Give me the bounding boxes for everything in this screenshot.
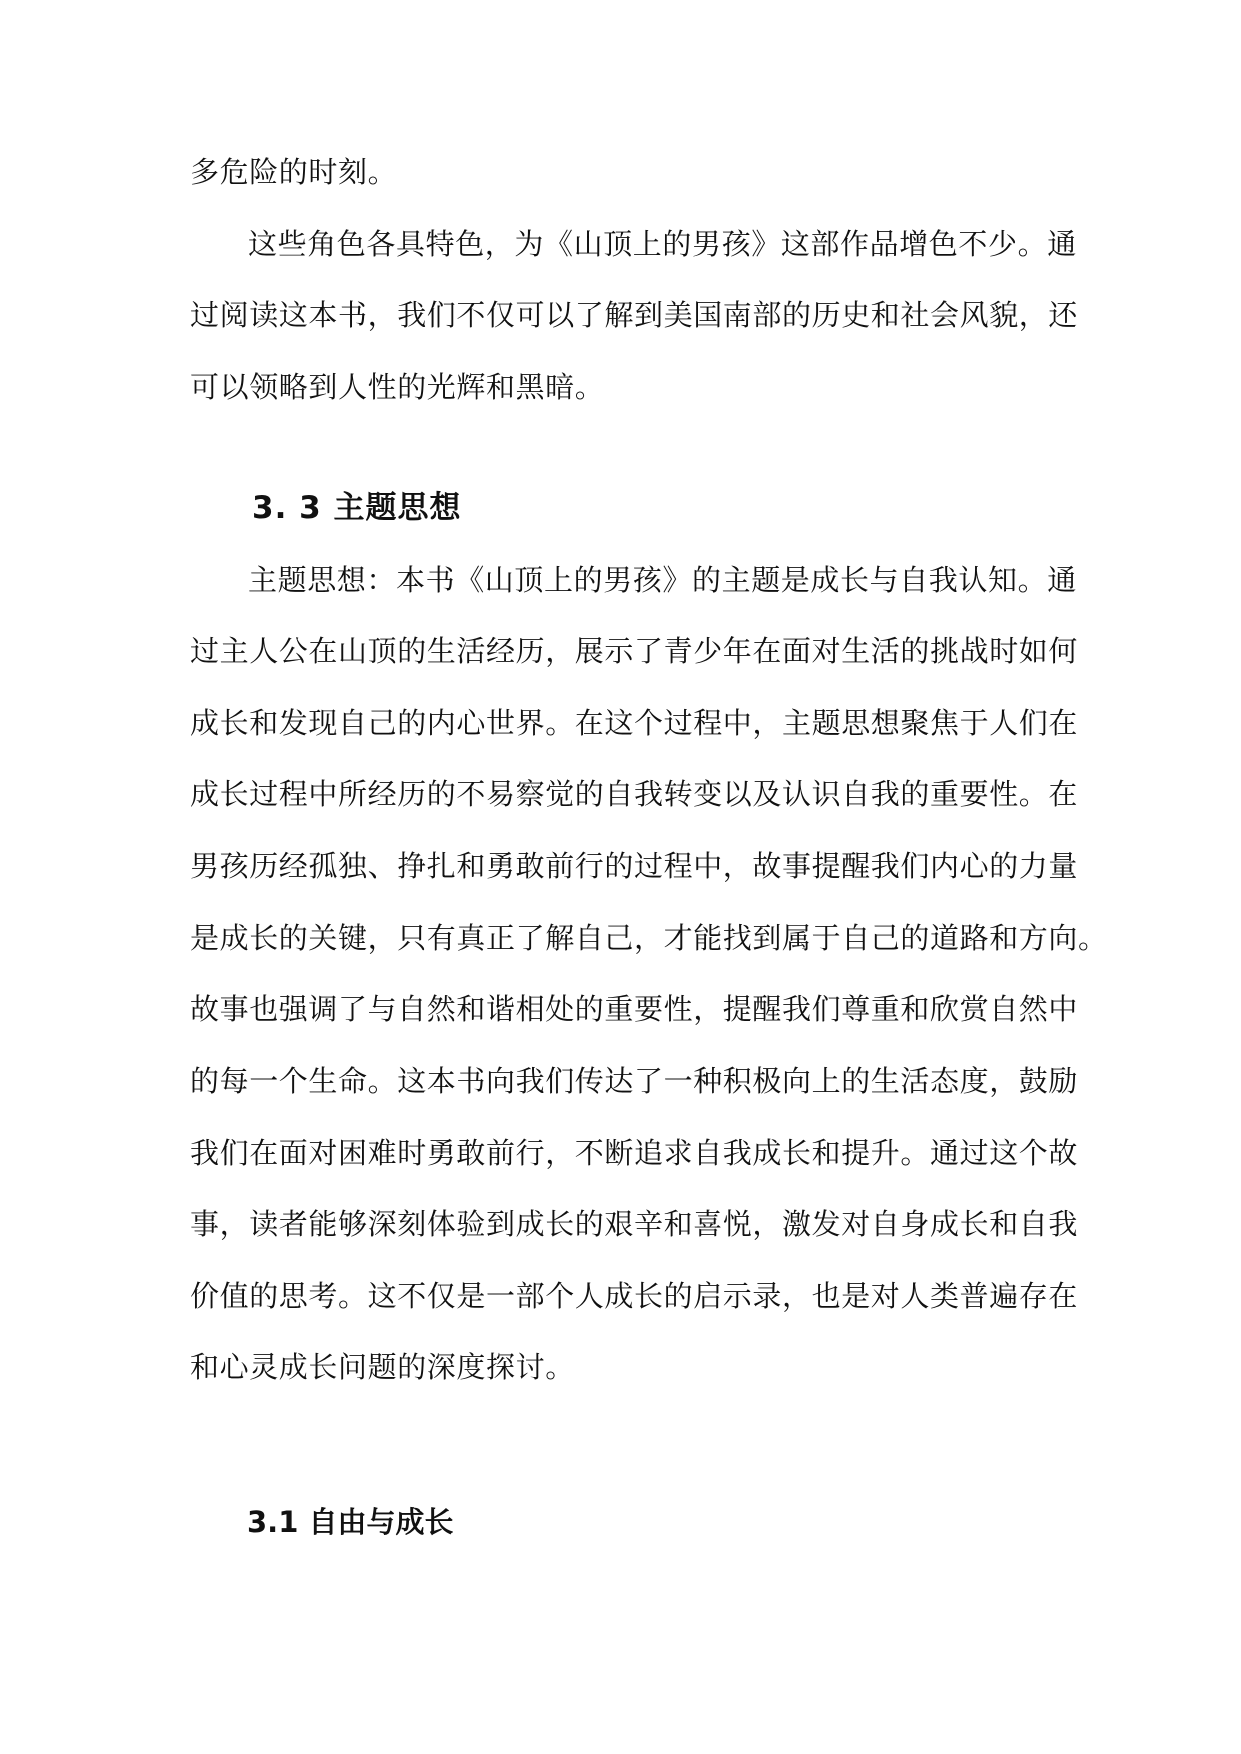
paragraph-line: 男孩历经孤独、挣扎和勇敢前行的过程中，故事提醒我们内心的力量 <box>190 849 1079 883</box>
paragraph-line: 成长过程中所经历的不易察觉的自我转变以及认识自我的重要性。在 <box>190 777 1079 811</box>
paragraph-line: 故事也强调了与自然和谐相处的重要性，提醒我们尊重和欣赏自然中 <box>190 992 1079 1026</box>
paragraph-line: 我们在面对困难时勇敢前行，不断追求自我成长和提升。通过这个故 <box>190 1136 1079 1170</box>
paragraph-line: 多危险的时刻。 <box>190 155 398 189</box>
paragraph-line: 和心灵成长问题的深度探讨。 <box>190 1350 575 1384</box>
paragraph-line: 可以领略到人性的光辉和黑暗。 <box>190 370 605 404</box>
paragraph-line: 是成长的关键，只有真正了解自己，才能找到属于自己的道路和方向。 <box>190 921 1108 955</box>
paragraph-line: 事，读者能够深刻体验到成长的艰辛和喜悦，激发对自身成长和自我 <box>190 1207 1079 1241</box>
section-heading-3-1: 3.1 自由与成长 <box>247 1505 454 1539</box>
paragraph-line: 过阅读这本书，我们不仅可以了解到美国南部的历史和社会风貌，还 <box>190 298 1079 332</box>
paragraph-line: 这些角色各具特色，为《山顶上的男孩》这部作品增色不少。通 <box>248 227 1077 261</box>
paragraph-line: 成长和发现自己的内心世界。在这个过程中，主题思想聚焦于人们在 <box>190 706 1079 740</box>
paragraph-line: 的每一个生命。这本书向我们传达了一种积极向上的生活态度，鼓励 <box>190 1064 1079 1098</box>
paragraph-line: 价值的思考。这不仅是一部个人成长的启示录，也是对人类普遍存在 <box>190 1279 1079 1313</box>
section-heading-3-3: 3. 3 主题思想 <box>252 490 462 526</box>
paragraph-line: 主题思想：本书《山顶上的男孩》的主题是成长与自我认知。通 <box>248 563 1077 597</box>
paragraph-line: 过主人公在山顶的生活经历，展示了青少年在面对生活的挑战时如何 <box>190 634 1079 668</box>
